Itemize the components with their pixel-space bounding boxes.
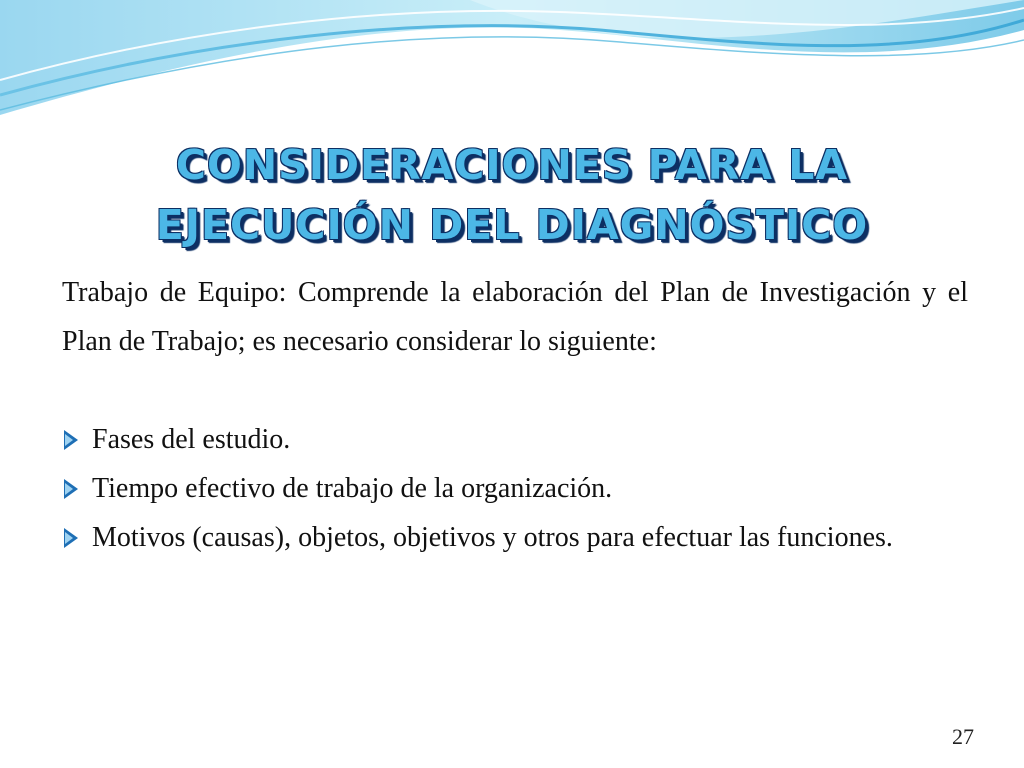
header-wave-decoration [0, 0, 1024, 130]
slide-title-line-2: EJECUCIÓN DEL DIAGNÓSTICO [155, 201, 869, 250]
list-item [62, 513, 968, 562]
list-item [62, 464, 968, 513]
arrow-bullet-icon [64, 430, 78, 450]
bullet-text: Motivos (causas), objetos, objetivos y otros para efectuar las funciones. [92, 522, 893, 553]
list-item [62, 415, 968, 464]
intro-paragraph: Trabajo de Equipo: Comprende la elaboración del Plan de Investigación y el Plan de Trabajo; es necesario considerar lo siguiente: [62, 277, 968, 357]
arrow-bullet-icon [64, 528, 78, 548]
bullet-text: Fases del estudio. [92, 424, 291, 455]
slide-title-line-1: CONSIDERACIONES PARA LA [175, 141, 849, 190]
arrow-bullet-icon [64, 479, 78, 499]
bullet-list [62, 415, 968, 562]
slide-body [62, 268, 968, 562]
slide-title [0, 135, 1024, 255]
bullet-text: Tiempo efectivo de trabajo de la organización. [92, 473, 613, 504]
page-number: 27 [952, 724, 974, 749]
